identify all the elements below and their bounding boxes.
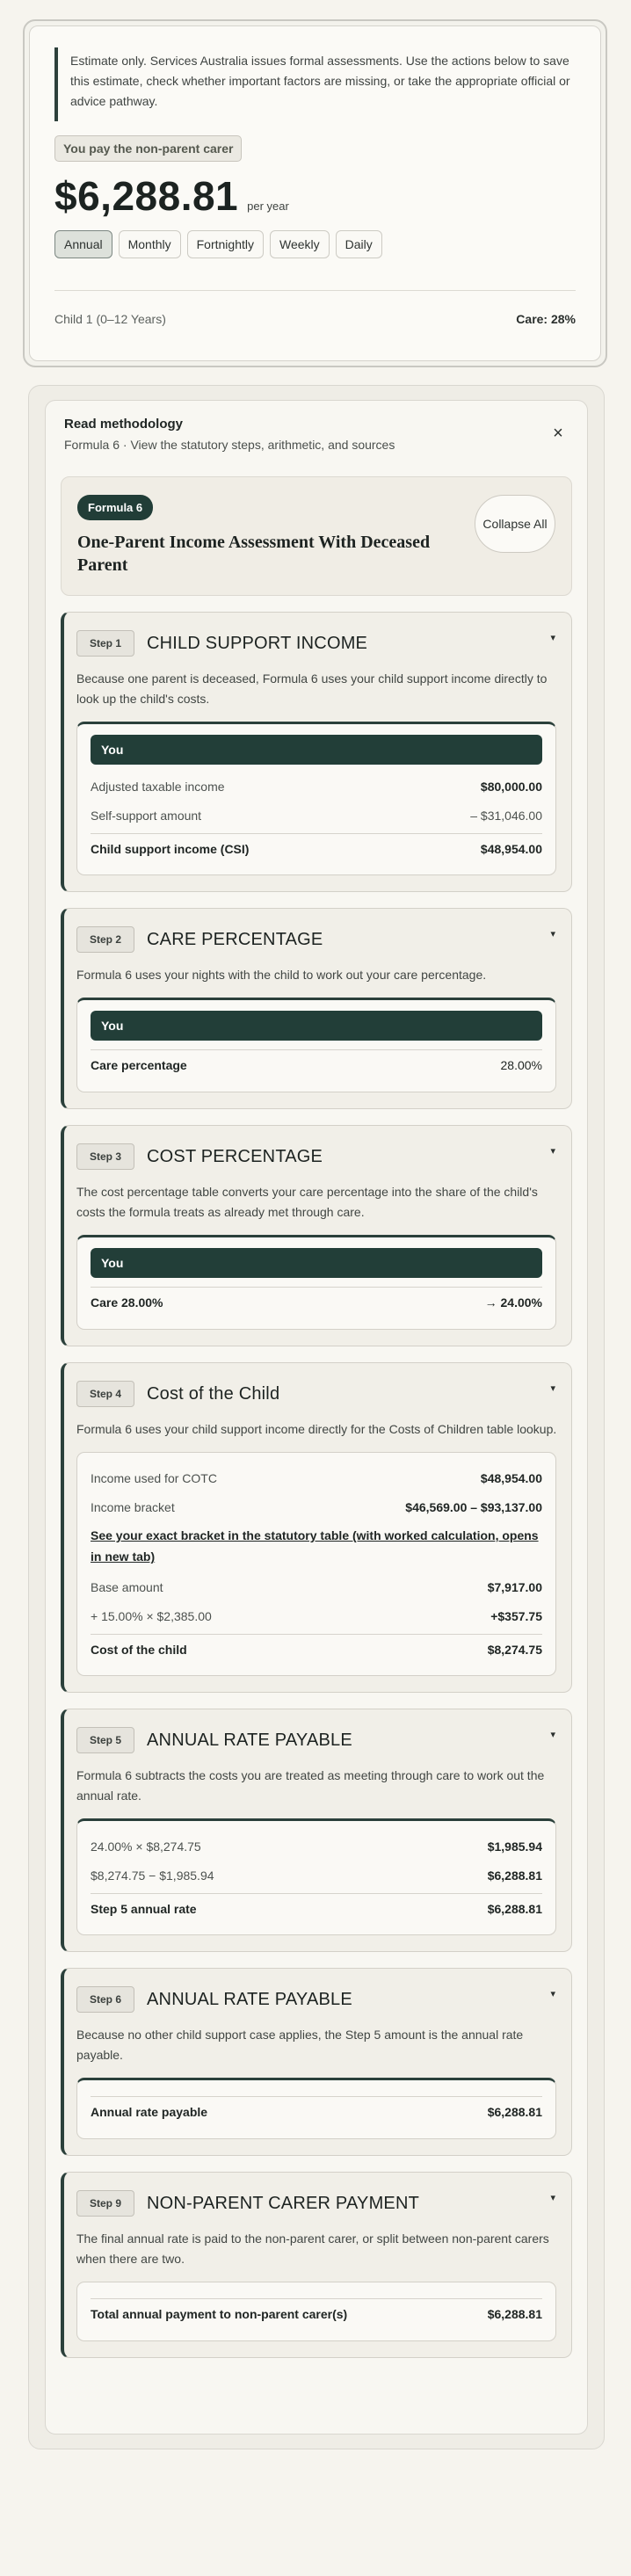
child-summary-row (54, 312, 576, 326)
calc-label: Annual rate payable (91, 2104, 208, 2119)
calc-label: Base amount (91, 1579, 163, 1594)
summary-divider (54, 290, 576, 291)
statutory-table-link[interactable]: See your exact bracket in the statutory table (with worked calculation, opens in new tab) (91, 1528, 539, 1564)
calc-row (91, 1861, 542, 1890)
calc-value: 28.00% (500, 1057, 542, 1072)
step-9-header[interactable] (76, 2188, 556, 2218)
step-badge: Step 4 (76, 1381, 134, 1407)
care-label: Care: 28% (516, 312, 576, 326)
calc-value: $6,288.81 (487, 2104, 542, 2119)
calc-label: Self-support amount (91, 808, 202, 823)
step-title: NON-PARENT CARER PAYMENT (147, 2193, 420, 2213)
calc-label: + 15.00% × $2,385.00 (91, 1608, 212, 1623)
calc-value: $46,569.00 – $93,137.00 (405, 1499, 542, 1514)
frequency-tab-fortnightly[interactable]: Fortnightly (187, 230, 264, 258)
calc-total-row (91, 1050, 542, 1079)
calc-label: Care 28.00% (91, 1295, 163, 1310)
step-description: Because one parent is deceased, Formula 6 uses your child support income directly to look up the child's costs. (76, 671, 548, 706)
step-badge: Step 9 (76, 2190, 134, 2217)
calc-row (91, 1832, 542, 1861)
party-header-you: You (91, 1011, 542, 1041)
formula-badge: Formula 6 (77, 495, 153, 520)
calc-value: +$357.75 (490, 1608, 542, 1623)
calc-value: $1,985.94 (487, 1839, 542, 1854)
step-description: Formula 6 uses your nights with the child to work out your care percentage. (76, 968, 487, 982)
chevron-down-icon[interactable]: ▾ (550, 1146, 555, 1157)
calc-label: Child support income (CSI) (91, 842, 250, 856)
calc-label: $8,274.75 − $1,985.94 (91, 1868, 214, 1883)
calc-label: Adjusted taxable income (91, 779, 225, 794)
calc-label: Income used for COTC (91, 1470, 217, 1485)
frequency-tab-weekly[interactable]: Weekly (270, 230, 330, 258)
payer-direction-label: You pay the non-parent carer (54, 135, 242, 162)
step-description: The cost percentage table converts your care percentage into the share of the child's costs the formula treats as already met through care. (76, 1185, 538, 1219)
frequency-tab-annual[interactable]: Annual (54, 230, 112, 258)
methodology-header (61, 417, 572, 476)
step-3-card (61, 1125, 572, 1346)
calc-total-row (91, 2097, 542, 2126)
calculation-box (76, 2282, 556, 2341)
calc-value: $7,917.00 (487, 1579, 542, 1594)
calc-total-row (91, 2299, 542, 2328)
methodology-subtitle: Formula 6 · View the statutory steps, arithmetic, and sources (64, 438, 395, 452)
calc-label: Income bracket (91, 1499, 175, 1514)
formula-title: One-Parent Income Assessment With Deceased Parent (77, 533, 431, 575)
calc-row (91, 801, 542, 830)
payment-amount-unit: per year (247, 200, 289, 213)
chevron-down-icon[interactable]: ▾ (550, 929, 555, 940)
step-title: ANNUAL RATE PAYABLE (147, 1730, 352, 1750)
methodology-title: Read methodology (64, 417, 184, 432)
calculation-box (76, 998, 556, 1092)
calc-value: $48,954.00 (480, 842, 542, 856)
calc-label: Total annual payment to non-parent carer(s) (91, 2306, 348, 2321)
summary-card (23, 19, 607, 367)
estimate-disclaimer: Estimate only. Services Australia issues formal assessments. Use the actions below to save this estimate, check whether important factors are missing, or take the appropriate official or advice pathway. (54, 47, 576, 121)
calc-row (91, 1492, 542, 1521)
step-title: CARE PERCENTAGE (147, 929, 323, 949)
step-badge: Step 3 (76, 1143, 134, 1170)
summary-card-inner (29, 25, 601, 361)
step-title: CHILD SUPPORT INCOME (147, 633, 368, 653)
step-3-header[interactable] (76, 1142, 556, 1172)
party-header-you: You (91, 1248, 542, 1278)
methodology-section (28, 385, 605, 2449)
step-description: Because no other child support case applies, the Step 5 amount is the annual rate payable. (76, 2028, 524, 2062)
amount-row (54, 174, 576, 218)
close-icon[interactable]: × (553, 424, 563, 443)
step-badge: Step 1 (76, 630, 134, 657)
calc-label: Cost of the child (91, 1643, 187, 1657)
step-4-header[interactable] (76, 1379, 556, 1409)
step-6-card (61, 1968, 572, 2156)
chevron-down-icon[interactable]: ▾ (550, 1989, 555, 1999)
calc-value: $8,274.75 (487, 1643, 542, 1657)
frequency-tab-daily[interactable]: Daily (336, 230, 382, 258)
methodology-panel (45, 400, 588, 2435)
child-label: Child 1 (0–12 Years) (54, 312, 166, 326)
calc-label: Care percentage (91, 1057, 187, 1072)
calc-value: → 24.00% (484, 1295, 542, 1310)
collapse-all-button[interactable]: Collapse All (475, 495, 555, 553)
step-title: Cost of the Child (147, 1383, 280, 1404)
calculation-box (76, 1235, 556, 1330)
step-5-card (61, 1709, 572, 1952)
step-4-card (61, 1362, 572, 1693)
calc-total-row (91, 833, 542, 862)
formula-card (61, 476, 572, 596)
step-badge: Step 6 (76, 1986, 134, 2013)
calc-total-row (91, 1893, 542, 1922)
calc-label: 24.00% × $8,274.75 (91, 1839, 201, 1854)
step-2-card (61, 908, 572, 1109)
calc-value: $6,288.81 (487, 2306, 542, 2321)
chevron-down-icon[interactable]: ▾ (550, 1383, 555, 1394)
chevron-down-icon[interactable]: ▾ (550, 2193, 555, 2203)
calculation-box (76, 722, 556, 875)
calculation-box (76, 1452, 556, 1676)
calculation-box (76, 1818, 556, 1935)
frequency-tab-monthly[interactable]: Monthly (119, 230, 181, 258)
calc-label: Step 5 annual rate (91, 1902, 197, 1916)
chevron-down-icon[interactable]: ▾ (550, 1730, 555, 1740)
payment-amount: $6,288.81 (54, 173, 239, 219)
party-header-you: You (91, 735, 542, 765)
step-9-card (61, 2172, 572, 2358)
calc-value: – $31,046.00 (470, 808, 542, 823)
step-description: Formula 6 uses your child support income directly for the Costs of Children table lookup. (76, 1422, 557, 1436)
calc-total-row (91, 1288, 542, 1317)
step-badge: Step 2 (76, 926, 134, 953)
step-6-header[interactable] (76, 1985, 556, 2014)
calc-row (91, 772, 542, 801)
step-5-header[interactable] (76, 1725, 556, 1755)
step-1-card (61, 612, 572, 892)
calc-row (91, 1601, 542, 1630)
calc-value: $80,000.00 (480, 779, 542, 794)
calculation-box (76, 2078, 556, 2139)
step-1-header[interactable] (76, 628, 556, 658)
chevron-down-icon[interactable]: ▾ (550, 633, 555, 643)
calc-value: $6,288.81 (487, 1868, 542, 1883)
calc-row (91, 1572, 542, 1601)
step-title: COST PERCENTAGE (147, 1146, 323, 1166)
calc-value: $6,288.81 (487, 1902, 542, 1916)
calc-value: $48,954.00 (480, 1470, 542, 1485)
step-description: Formula 6 subtracts the costs you are treated as meeting through care to work out the annual rate. (76, 1768, 545, 1803)
calc-total-row (91, 1634, 542, 1663)
frequency-tabs (54, 230, 576, 258)
step-description: The final annual rate is paid to the non-parent carer, or split between non-parent carers when there are two. (76, 2231, 549, 2266)
calc-row (91, 1463, 542, 1492)
step-badge: Step 5 (76, 1727, 134, 1753)
step-2-header[interactable] (76, 925, 556, 954)
step-title: ANNUAL RATE PAYABLE (147, 1989, 352, 2009)
